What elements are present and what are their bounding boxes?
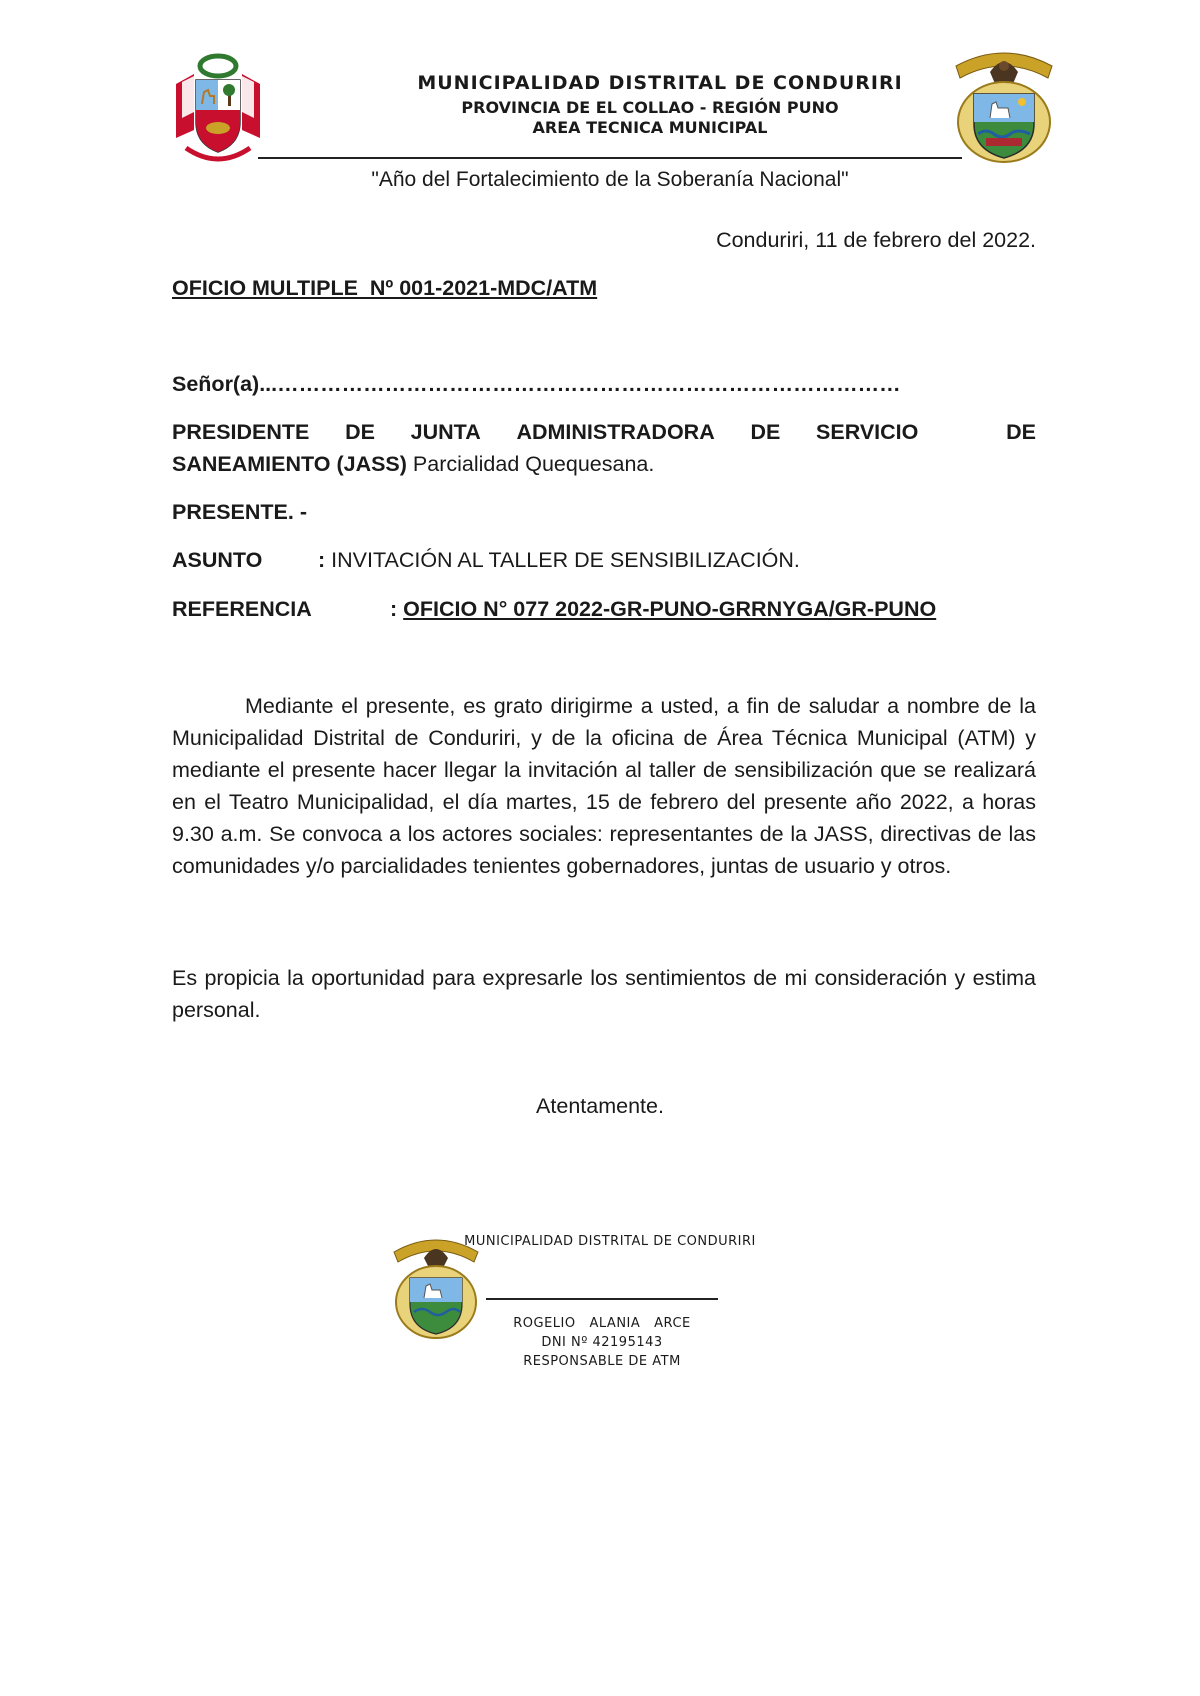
recipient-place: Parcialidad Quequesana. xyxy=(406,452,655,476)
year-motto: "Año del Fortalecimiento de la Soberanía Nacional" xyxy=(371,168,849,191)
recipient-word: DE xyxy=(1006,420,1036,444)
signature-line xyxy=(486,1298,718,1300)
asunto-separator: : xyxy=(318,548,326,572)
referencia-line xyxy=(390,597,936,622)
recipient-title-line2 xyxy=(172,452,654,477)
referencia-label: REFERENCIA xyxy=(172,597,312,621)
recipient-entity: SANEAMIENTO (JASS) xyxy=(172,452,407,476)
asunto-value: INVITACIÓN AL TALLER DE SENSIBILIZACIÓN. xyxy=(325,548,800,572)
peru-coat-of-arms-icon xyxy=(172,52,264,164)
recipient-title-line1 xyxy=(172,420,1036,445)
asunto-label: ASUNTO xyxy=(172,548,263,572)
recipient-word: JUNTA xyxy=(410,420,481,444)
header-rule xyxy=(258,157,962,159)
signature-institution: MUNICIPALIDAD DISTRITAL DE CONDURIRI xyxy=(464,1234,756,1249)
referencia-separator: : xyxy=(390,597,398,621)
presente-label: PRESENTE. - xyxy=(172,500,307,524)
asunto-line xyxy=(318,548,800,573)
body-paragraph-1: Mediante el presente, es grato dirigirme a usted, a fin de saludar a nombre de la Municipalidad Distrital de Conduriri, y de la oficina de Área Técnica Municipal (ATM) y mediante el presente hacer llegar la invitación al taller de sensibilización que se realizará en el Teatro Municipalidad, el día martes, 15 de febrero del presente año 2022, a horas 9.30 a.m. Se convoca a los actores sociales: representantes de la JASS, directivas de las comunidades y/o parcialidades tenientes gobernadores, juntas de usuario y otros. xyxy=(172,694,1036,878)
letter-number: OFICIO MULTIPLE Nº 001-2021-MDC/ATM xyxy=(172,276,598,300)
letter-date: Conduriri, 11 de febrero del 2022. xyxy=(716,228,1036,252)
header-area: AREA TECNICA MUNICIPAL xyxy=(532,118,768,137)
referencia-value: OFICIO N° 077 2022-GR-PUNO-GRRNYGA/GR-PUNO xyxy=(403,597,937,621)
closing: Atentamente. xyxy=(536,1094,664,1118)
signature-dni: DNI Nº 42195143 xyxy=(541,1335,663,1350)
recipient-word: SERVICIO xyxy=(816,420,919,444)
recipient-word: PRESIDENTE xyxy=(172,420,310,444)
signature-role: RESPONSABLE DE ATM xyxy=(523,1354,681,1369)
body-paragraph-2: Es propicia la oportunidad para expresarle los sentimientos de mi consideración y estima personal. xyxy=(172,966,1036,1022)
recipient-word: DE xyxy=(345,420,375,444)
header-institution: MUNICIPALIDAD DISTRITAL DE CONDURIRI xyxy=(417,72,903,94)
recipient-word: ADMINISTRADORA xyxy=(516,420,715,444)
recipient-label: Señor(a)...…………………………………………………………………………… xyxy=(172,372,901,396)
header-province: PROVINCIA DE EL COLLAO - REGIÓN PUNO xyxy=(461,98,839,117)
recipient-word: DE xyxy=(750,420,781,444)
signature-name: ROGELIO ALANIA ARCE xyxy=(513,1316,691,1331)
